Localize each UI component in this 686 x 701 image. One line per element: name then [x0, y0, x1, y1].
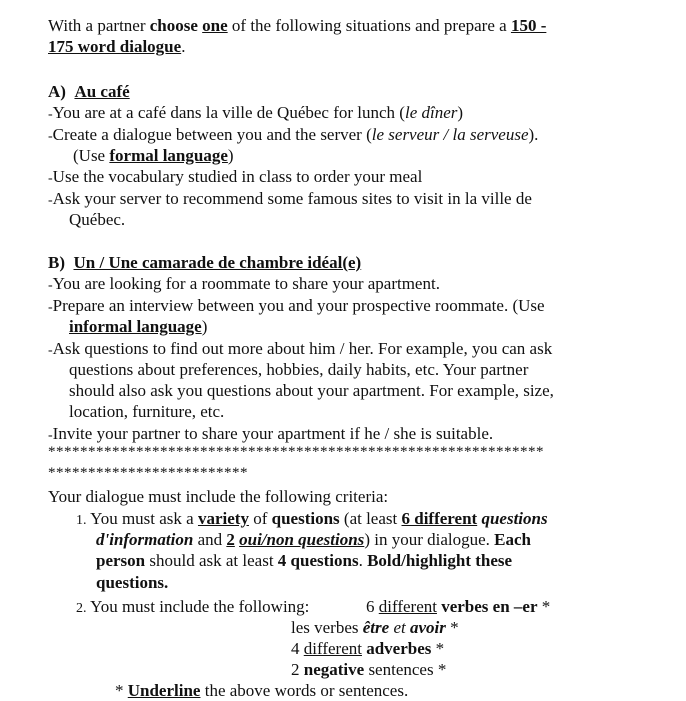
criterion-2-req-4: 2 negative sentences * [291, 660, 447, 679]
section-b-bullet-3-line-2: questions about preferences, hobbies, daily habits, etc. Your partner [69, 360, 529, 379]
section-a-bullet-1: -You are at a café dans la ville de Québec for lunch (le dîner) [48, 103, 464, 122]
criterion-2-req-2: les verbes être et avoir * [291, 618, 459, 637]
formal-language-emphasis: formal language [109, 146, 228, 165]
intro-line-1: With a partner choose one of the following situations and prepare a 150 - [48, 16, 547, 35]
bullet-dash: - [48, 171, 53, 186]
section-a-heading: A) Au café [48, 82, 130, 101]
section-b-bullet-2: -Prepare an interview between you and your prospective roommate. (Use [48, 296, 545, 315]
bullet-dash: - [48, 428, 53, 443]
bullet-dash: - [48, 193, 53, 208]
criterion-2-line-1: 2. You must include the following: [76, 597, 310, 616]
word-count-part-2: 175 word dialogue [48, 37, 182, 56]
section-a-title: Au café [74, 82, 130, 101]
emphasis-choose: choose [149, 16, 198, 35]
footer-note: * Underline the above words or sentences. [115, 681, 409, 700]
section-b-bullet-1: -You are looking for a roommate to share your apartment. [48, 274, 440, 293]
star-separator-2: ************************* [48, 465, 248, 481]
bullet-dash: - [48, 300, 53, 315]
criterion-2-req-1: 6 different verbes en –er * [366, 597, 551, 616]
section-a-bullet-2: -Create a dialogue between you and the server (le serveur / la serveuse). [48, 125, 539, 144]
underline-emphasis: Underline [127, 681, 201, 700]
criterion-1-line-4: questions. [96, 573, 169, 592]
intro-line-2: 175 word dialogue. [48, 37, 186, 56]
section-a-bullet-4: -Ask your server to recommend some famous sites to visit in la ville de [48, 189, 532, 208]
emphasis-one: one [202, 16, 228, 35]
bullet-dash: - [48, 343, 53, 358]
star-separator-1: ************************************************************** [48, 444, 544, 460]
section-b-heading: B) Un / Une camarade de chambre idéal(e) [48, 253, 362, 272]
criterion-1-line-2: d'information and 2 oui/non questions) in your dialogue. Each [96, 530, 531, 549]
informal-language-emphasis: informal language [69, 317, 202, 336]
criterion-number: 2. [76, 601, 87, 616]
section-a-bullet-4-cont: Québec. [69, 210, 126, 229]
section-a-bullet-3: -Use the vocabulary studied in class to order your meal [48, 167, 423, 186]
section-b-bullet-3-line-4: location, furniture, etc. [69, 402, 225, 421]
section-b-bullet-3-line-3: should also ask you questions about your apartment. For example, size, [69, 381, 554, 400]
criterion-number: 1. [76, 513, 87, 528]
section-b-bullet-3: -Ask questions to find out more about him / her. For example, you can ask [48, 339, 553, 358]
bullet-dash: - [48, 129, 53, 144]
criterion-1-line-1: 1. You must ask a variety of questions (at least 6 different questions [76, 509, 548, 528]
criteria-heading: Your dialogue must include the following criteria: [48, 487, 389, 506]
bullet-dash: - [48, 107, 53, 122]
bullet-dash: - [48, 278, 53, 293]
section-b-title: Un / Une camarade de chambre idéal(e) [73, 253, 362, 272]
criterion-2-req-3: 4 different adverbes * [291, 639, 445, 658]
criterion-1-line-3: person should ask at least 4 questions. Bold/highlight these [96, 551, 513, 570]
section-a-bullet-2-cont: (Use formal language) [73, 146, 234, 165]
section-b-bullet-4: -Invite your partner to share your apartment if he / she is suitable. [48, 424, 494, 443]
word-count-part-1: 150 - [510, 16, 547, 35]
section-b-bullet-2-cont: informal language) [69, 317, 208, 336]
